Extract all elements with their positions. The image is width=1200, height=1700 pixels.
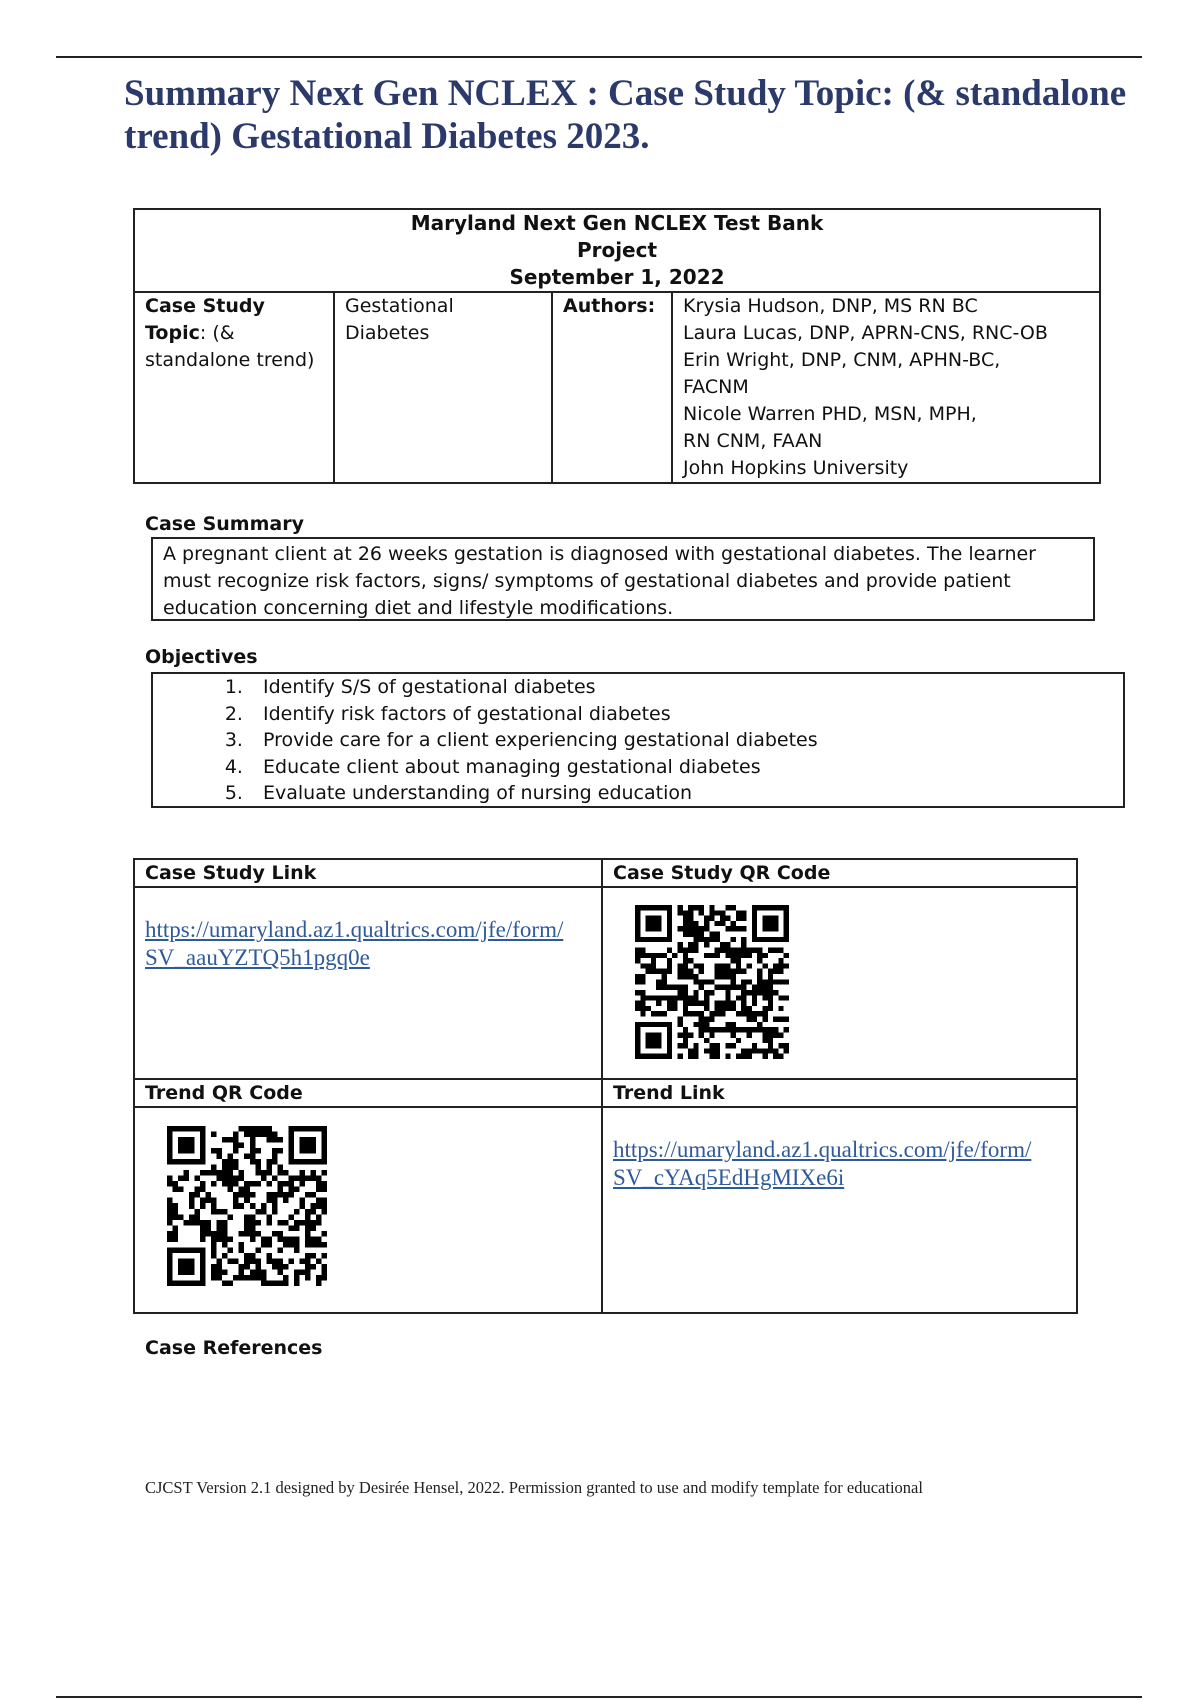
objectives-list — [163, 674, 1113, 807]
objective-item: 1. Identify S/S of gestational diabetes — [249, 674, 1113, 701]
page-title: Summary Next Gen NCLEX : Case Study Topic: (& standalone trend) Gestational Diabetes 2023. — [124, 73, 1127, 157]
case-study-link-line2: SV_aauYZTQ5h1pgq0e — [145, 945, 370, 970]
trend-link-header: Trend Link — [602, 1079, 1077, 1107]
banner-title: Maryland Next Gen NCLEX Test Bank — [410, 211, 824, 235]
objective-item: 2. Identify risk factors of gestational diabetes — [249, 701, 1113, 728]
case-references-heading: Case References — [145, 1337, 323, 1359]
trend-qr-cell — [134, 1107, 602, 1313]
objectives-box — [151, 672, 1125, 808]
trend-qr-code — [167, 1126, 327, 1286]
objective-item: 4. Educate client about managing gestational diabetes — [249, 754, 1113, 781]
case-study-link-cell — [134, 887, 602, 1079]
project-banner — [134, 209, 1100, 292]
banner-subtitle: Project — [576, 238, 658, 262]
topic-value: Gestational Diabetes — [334, 292, 552, 483]
author-line: FACNM — [683, 376, 749, 398]
top-rule — [56, 56, 1142, 58]
trend-link[interactable] — [613, 1136, 1066, 1192]
objective-item: 3. Provide care for a client experiencing gestational diabetes — [249, 727, 1113, 754]
topic-label-cell — [134, 292, 334, 483]
trend-link-line2: SV_cYAq5EdHgMIXe6i — [613, 1165, 845, 1190]
trend-link-cell — [602, 1107, 1077, 1313]
case-summary-heading: Case Summary — [145, 513, 304, 535]
author-line: Krysia Hudson, DNP, MS RN BC — [683, 295, 978, 317]
case-summary-text: A pregnant client at 26 weeks gestation is diagnosed with gestational diabetes. The learner must recognize risk factors, signs/ symptoms of gestational diabetes and provide patient education concerning diet and lifestyle modifications. — [151, 537, 1095, 621]
trend-link-line1: https://umaryland.az1.qualtrics.com/jfe/form/ — [613, 1137, 1032, 1162]
case-study-qr-header: Case Study QR Code — [602, 859, 1077, 887]
case-study-link-header: Case Study Link — [134, 859, 602, 887]
template-credit-note: CJCST Version 2.1 designed by Desirée Hensel, 2022. Permission granted to use and modify template for educational — [145, 1478, 923, 1497]
project-header-table — [133, 208, 1101, 484]
links-table — [133, 858, 1078, 1314]
case-study-link-line1: https://umaryland.az1.qualtrics.com/jfe/form/ — [145, 917, 564, 942]
case-study-qr-code — [635, 905, 789, 1059]
authors-label: Authors: — [552, 292, 672, 483]
objective-item: 5. Evaluate understanding of nursing education — [249, 780, 1113, 807]
authors-list — [672, 292, 1100, 483]
author-line: Nicole Warren PHD, MSN, MPH, — [683, 403, 977, 425]
case-study-link[interactable] — [145, 916, 591, 972]
banner-date: September 1, 2022 — [509, 265, 725, 289]
case-study-qr-cell — [602, 887, 1077, 1079]
author-line: Laura Lucas, DNP, APRN-CNS, RNC-OB — [683, 322, 1048, 344]
author-line: RN CNM, FAAN — [683, 430, 823, 452]
topic-label-rest: : (& standalone trend) — [145, 322, 315, 371]
author-line: Erin Wright, DNP, CNM, APHN-BC, — [683, 349, 1001, 371]
objectives-heading: Objectives — [145, 646, 258, 668]
topic-label: Case Study Topic — [145, 295, 265, 344]
bottom-rule — [56, 1696, 1142, 1698]
trend-qr-header: Trend QR Code — [134, 1079, 602, 1107]
author-line: John Hopkins University — [683, 457, 909, 479]
